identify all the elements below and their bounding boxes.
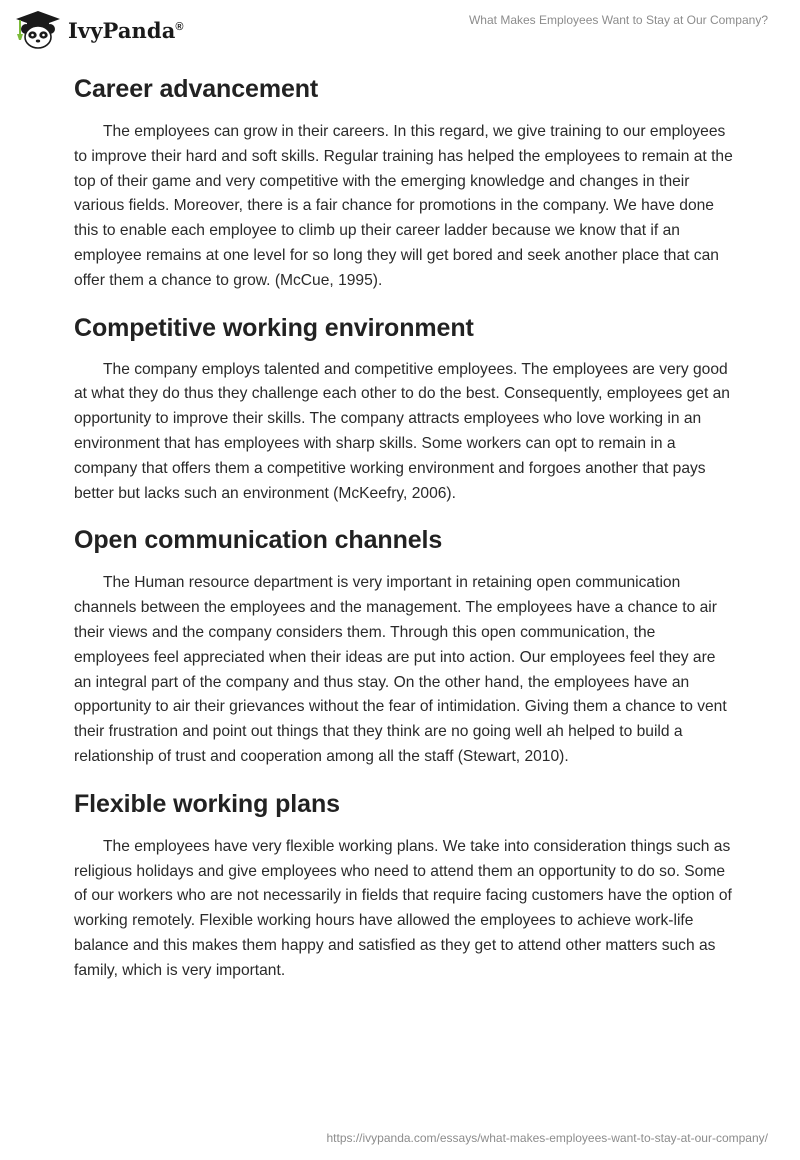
essay-content [74, 70, 734, 984]
section-career-advancement [74, 70, 734, 294]
footer-source-link[interactable]: https://ivypanda.com/essays/what-makes-employees-want-to-stay-at-our-company/ [326, 1131, 768, 1145]
section-flexible-working-plans [74, 785, 734, 984]
section-heading: Competitive working environment [74, 313, 474, 342]
panda-logo-icon [14, 10, 62, 50]
section-paragraph: The Human resource department is very important in retaining open communication channels between the employees and the management. The employees have a chance to air their views and the company considers them. Through this open communication, the employees feel appreciated when their ideas are put into action. Our employees feel they are an integral part of the company and thus stay. On the other hand, the employees have an opportunity to air their grievances without the fear of intimidation. Giving them a chance to vent their frustration and point out things that they think are no going well ah helped to build a relationship of trust and cooperation among all the staff (Stewart, 2010). [74, 574, 727, 765]
section-heading: Career advancement [74, 75, 319, 103]
section-open-communication [74, 521, 734, 769]
document-title: What Makes Employees Want to Stay at Our Company? [468, 13, 768, 27]
brand-name: IvyPanda® [68, 17, 184, 43]
section-paragraph: The company employs talented and competitive employees. The employees are very good at what they do thus they challenge each other to do the best. Consequently, employees get an opportunity to improve their skills. The company attracts employees who love working in an environment that has employees with sharp skills. Some workers can opt to remain in a company that offers them a competitive working environment and forgoes another that pays better but lacks such an environment (McKeefry, 2006). [74, 360, 730, 502]
section-heading: Open communication channels [74, 526, 443, 555]
section-paragraph: The employees have very flexible working plans. We take into consideration things such as religious holidays and give employees who need to attend them an opportunity to do so. Some of our workers who are not necessarily in fields that require facing customers have the option of working remotely. Flexible working hours have allowed the employees to achieve work-life balance and this makes them happy and satisfied as they get to attend other matters such as family, which is very important. [74, 837, 732, 979]
section-competitive-environment [74, 309, 734, 507]
section-paragraph: The employees can grow in their careers. In this regard, we give training to our employees to improve their hard and soft skills. Regular training has helped the employees to remain at the top of their game and very competitive with the emerging knowledge and changes in their various fields. Moreover, there is a fair chance for promotions in the company. We have done this to enable each employee to climb up their career ladder because we know that if an employee remains at one level for so long they will get bored and seek another place that can offer them a chance to grow. (McCue, 1995). [74, 123, 733, 289]
logo[interactable] [14, 10, 184, 50]
section-heading: Flexible working plans [74, 789, 340, 818]
page-header [0, 0, 800, 60]
